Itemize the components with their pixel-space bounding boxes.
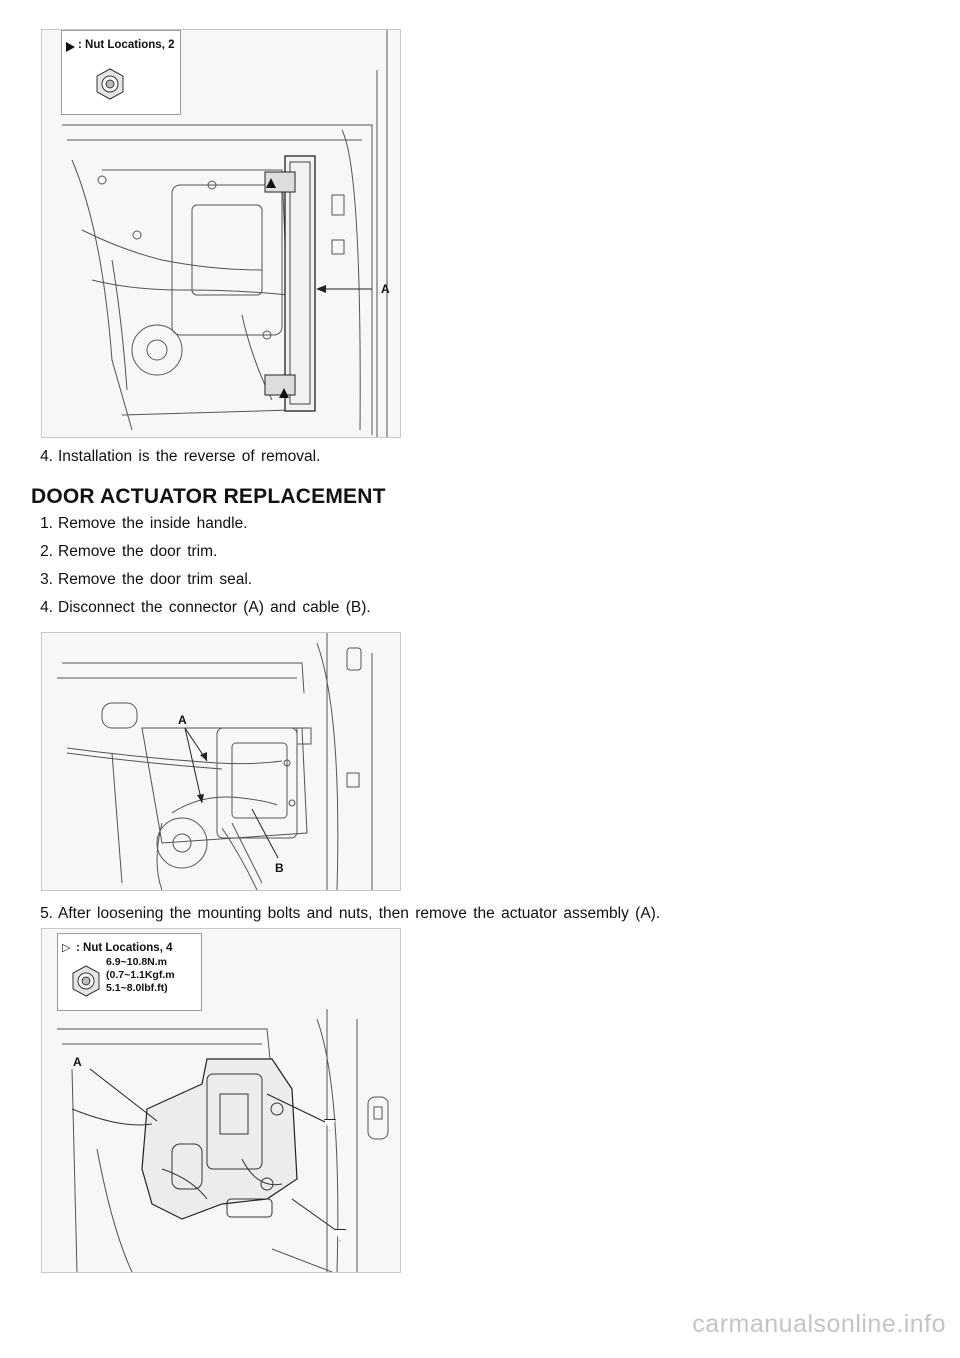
filled-triangle-marker-icon: [66, 42, 75, 52]
step-number: 5.: [40, 905, 53, 922]
step-text: Remove the door trim seal.: [58, 571, 253, 588]
torque-kgf: (0.7~1.1Kgf.m: [106, 969, 175, 981]
step-number: 4.: [40, 448, 53, 465]
nut-locations-callout: [61, 30, 181, 115]
torque-spec: [106, 956, 175, 995]
instruction-step: [33, 448, 320, 466]
nut-icon: [90, 65, 130, 105]
step-text: Remove the inside handle.: [58, 515, 248, 532]
figure-connector-and-cable: [41, 632, 401, 891]
step-text: After loosening the mounting bolts and nuts, then remove the actuator assembly (A).: [58, 905, 661, 922]
figure-actuator-assembly: [41, 928, 401, 1273]
figure-door-module-nut-locations: [41, 29, 401, 438]
step-text: Disconnect the connector (A) and cable (B).: [58, 599, 371, 616]
torque-nm: 6.9~10.8N.m: [106, 956, 168, 968]
step-number: 2.: [40, 543, 53, 560]
instruction-step: [33, 515, 248, 533]
step-text: Remove the door trim.: [58, 543, 218, 560]
torque-lbf: 5.1~8.0lbf.ft): [106, 982, 168, 994]
step-number: 4.: [40, 599, 53, 616]
figure2-label-a: A: [178, 713, 187, 727]
nut-locations-torque-callout: [57, 933, 202, 1011]
instruction-step: [33, 599, 371, 617]
instruction-step: [33, 543, 217, 561]
filled-triangle-marker-icon: [279, 388, 289, 398]
figure1-label-a: A: [381, 282, 390, 296]
instruction-step: [33, 571, 252, 589]
actuator-connector-drawing: [42, 633, 400, 890]
step-text: Installation is the reverse of removal.: [58, 448, 321, 465]
callout-title: : Nut Locations, 4: [76, 942, 173, 954]
filled-triangle-marker-icon: [266, 178, 276, 188]
figure3-label-a: A: [73, 1055, 82, 1069]
step-number: 3.: [40, 571, 53, 588]
outline-triangle-marker-icon: ▷: [62, 942, 71, 954]
instruction-step: [33, 905, 660, 923]
nut-icon: [66, 962, 106, 1002]
figure2-label-b: B: [275, 861, 284, 875]
callout-title: : Nut Locations, 2: [78, 39, 175, 51]
section-heading: DOOR ACTUATOR REPLACEMENT: [31, 485, 386, 508]
step-number: 1.: [40, 515, 53, 532]
watermark: carmanualsonline.info: [692, 1310, 946, 1338]
